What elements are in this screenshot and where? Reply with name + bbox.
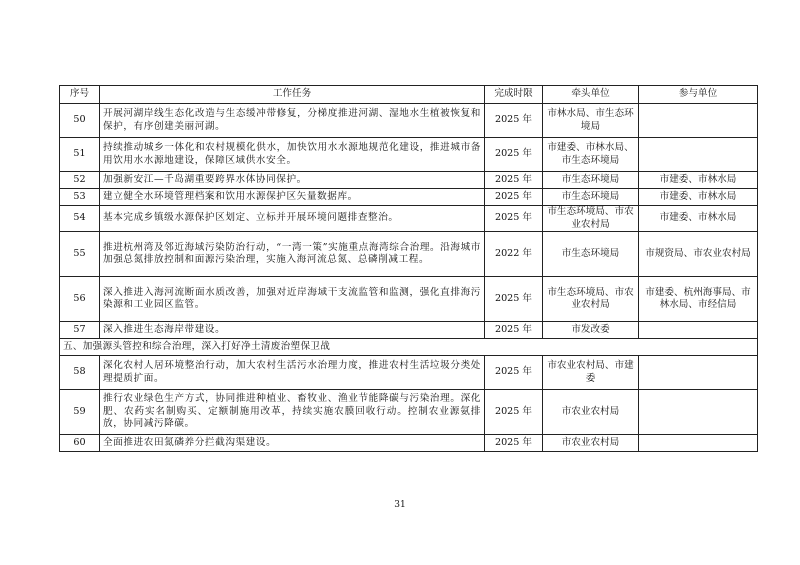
- task-text: 推行农业绿色生产方式，协同推进种植业、畜牧业、渔业节能降碳与污染治理。深化肥、农药实名制购买、定额制施用改革，持续实施农膜回收行动。控制农业源氨排放，协同减污降碳。: [100, 390, 485, 435]
- deadline: 2025 年: [485, 104, 543, 138]
- header-lead-unit: 牵头单位: [543, 86, 639, 104]
- participating-unit: [639, 104, 758, 138]
- table-row: [60, 322, 758, 339]
- task-text: 深入推进入海河流断面水质改善，加强对近岸海域干支流监管和监测，强化直排海污染源和工业园区监管。: [100, 277, 485, 322]
- participating-unit: 市建委、杭州海事局、市林水局、市经信局: [639, 277, 758, 322]
- participating-unit: 市建委、市林水局: [639, 172, 758, 189]
- section-row: [60, 339, 758, 356]
- participating-unit: [639, 322, 758, 339]
- task-text: 推进杭州湾及邻近海域污染防治行动，“一湾一策”实施重点海湾综合治理。沿海城市加强总氮排放控制和面源污染治理，实施入海河流总氮、总磷削减工程。: [100, 232, 485, 277]
- row-number: 60: [60, 435, 100, 452]
- task-text: 基本完成乡镇级水源保护区划定、立标并开展环境问题排查整治。: [100, 206, 485, 232]
- lead-unit: 市生态环境局: [543, 189, 639, 206]
- deadline: 2025 年: [485, 277, 543, 322]
- task-table: [59, 85, 758, 452]
- lead-unit: 市农业农村局、市建委: [543, 356, 639, 390]
- row-number: 59: [60, 390, 100, 435]
- lead-unit: 市生态环境局: [543, 232, 639, 277]
- participating-unit: 市规资局、市农业农村局: [639, 232, 758, 277]
- participating-unit: [639, 435, 758, 452]
- task-text: 加强新安江—千岛湖重要跨界水体协同保护。: [100, 172, 485, 189]
- task-text: 开展河湖岸线生态化改造与生态缓冲带修复，分梯度推进河湖、湿地水生植被恢复和保护，有序创建美丽河湖。: [100, 104, 485, 138]
- lead-unit: 市发改委: [543, 322, 639, 339]
- table-header-row: [60, 86, 758, 104]
- table-row: [60, 206, 758, 232]
- participating-unit: [639, 138, 758, 172]
- task-text: 持续推动城乡一体化和农村规模化供水，加快饮用水水源地规范化建设，推进城市备用饮用水水源地建设，保障区域供水安全。: [100, 138, 485, 172]
- deadline: 2025 年: [485, 322, 543, 339]
- header-seq: 序号: [60, 86, 100, 104]
- lead-unit: 市农业农村局: [543, 390, 639, 435]
- table-row: [60, 104, 758, 138]
- table-body: [60, 104, 758, 452]
- lead-unit: 市生态环境局、市农业农村局: [543, 206, 639, 232]
- participating-unit: [639, 356, 758, 390]
- deadline: 2025 年: [485, 356, 543, 390]
- row-number: 58: [60, 356, 100, 390]
- deadline: 2025 年: [485, 206, 543, 232]
- deadline: 2025 年: [485, 390, 543, 435]
- deadline: 2022 年: [485, 232, 543, 277]
- row-number: 56: [60, 277, 100, 322]
- lead-unit: 市林水局、市生态环境局: [543, 104, 639, 138]
- header-task: 工作任务: [100, 86, 485, 104]
- table-row: [60, 435, 758, 452]
- participating-unit: 市建委、市林水局: [639, 206, 758, 232]
- header-participating-unit: 参与单位: [639, 86, 758, 104]
- deadline: 2025 年: [485, 435, 543, 452]
- row-number: 55: [60, 232, 100, 277]
- lead-unit: 市农业农村局: [543, 435, 639, 452]
- row-number: 51: [60, 138, 100, 172]
- lead-unit: 市建委、市林水局、市生态环境局: [543, 138, 639, 172]
- row-number: 52: [60, 172, 100, 189]
- table-row: [60, 138, 758, 172]
- participating-unit: [639, 390, 758, 435]
- deadline: 2025 年: [485, 138, 543, 172]
- row-number: 50: [60, 104, 100, 138]
- page-number: 31: [394, 500, 406, 510]
- row-number: 53: [60, 189, 100, 206]
- deadline: 2025 年: [485, 189, 543, 206]
- section-title: 五、加强源头管控和综合治理，深入打好净土清废治塑保卫战: [60, 339, 758, 356]
- task-text: 深化农村人居环境整治行动，加大农村生活污水治理力度，推进农村生活垃圾分类处理提质扩面。: [100, 356, 485, 390]
- header-deadline: 完成时限: [485, 86, 543, 104]
- lead-unit: 市生态环境局: [543, 172, 639, 189]
- table-row: [60, 277, 758, 322]
- task-text: 全面推进农田氮磷养分拦截沟渠建设。: [100, 435, 485, 452]
- lead-unit: 市生态环境局、市农业农村局: [543, 277, 639, 322]
- participating-unit: 市建委、市林水局: [639, 189, 758, 206]
- table-row: [60, 356, 758, 390]
- table-row: [60, 232, 758, 277]
- table-row: [60, 189, 758, 206]
- row-number: 57: [60, 322, 100, 339]
- task-text: 深入推进生态海岸带建设。: [100, 322, 485, 339]
- row-number: 54: [60, 206, 100, 232]
- deadline: 2025 年: [485, 172, 543, 189]
- table-row: [60, 172, 758, 189]
- table-row: [60, 390, 758, 435]
- task-text: 建立健全水环境管理档案和饮用水源保护区矢量数据库。: [100, 189, 485, 206]
